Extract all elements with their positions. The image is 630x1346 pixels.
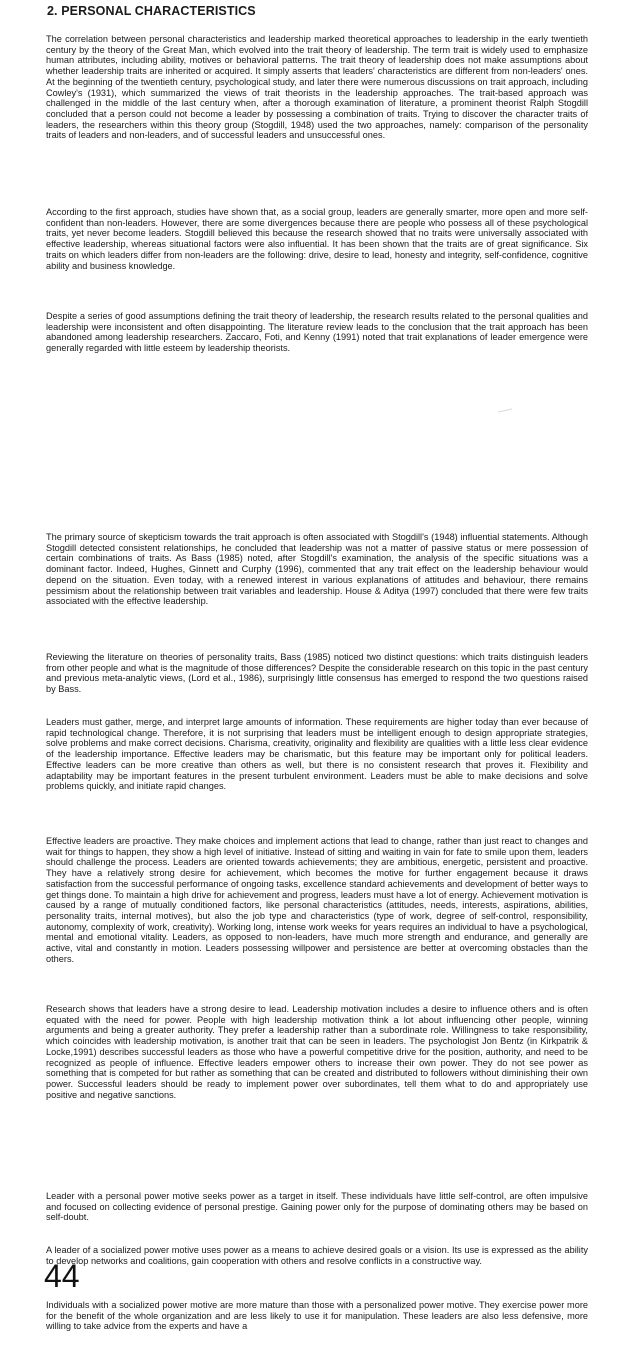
- paragraph-2: According to the first approach, studies have shown that, as a social group, leaders are generally smarter, more open and more self-confident than non-leaders. However, there are some divergences because there are people who possess all of these psychological traits, yet never become leaders. Stogdill believed this because the research showed that no traits were universally associated with effective leadership, whereas situational factors were also influential. It has been shown that the traits are of great significance. Six traits on which leaders differ from non-leaders are the following: drive, desire to lead, honesty and integrity, self-confidence, cognitive ability and business knowledge.: [46, 207, 588, 271]
- paragraph-5: Reviewing the literature on theories of personality traits, Bass (1985) noticed two distinct questions: which traits distinguish leaders from other people and what is the magnitude of those differences? Despite the considerable research on this topic in the past century and previous meta-analytic views, (Lord et al., 1986), surprisingly little consensus has emerged to respond the two questions raised by Bass.: [46, 652, 588, 695]
- paragraph-6: Leaders must gather, merge, and interpret large amounts of information. These requirements are higher today than ever because of rapid technological change. Therefore, it is not surprising that leaders must be intelligent enough to design appropriate strategies, solve problems and make correct decisions. Charisma, creativity, originality and flexibility are qualities with a little less clear evidence of the leadership importance. Effective leaders may be charismatic, but this feature may be important only for political leaders. Effective leaders can be more creative than others as well, but there is no consistent research that proves it. Flexibility and adaptability may be important features in the present turbulent environment. Leaders must be able to make decisions and solve problems quickly, and initiate rapid changes.: [46, 717, 588, 792]
- paragraph-7: Effective leaders are proactive. They make choices and implement actions that lead to change, rather than just react to changes and wait for things to happen, they show a high level of initiative. Instead of sitting and waiting in vain for fate to smile upon them, leaders should challenge the process. Leaders are oriented towards achievements; they are ambitious, energetic, persistent and proactive. They have a relatively strong desire for achievement, which becomes the motive for further engagement because it draws satisfaction from the successful performance of ongoing tasks, excellence standard achievements and development of better ways to get things done. To maintain a high drive for achievement and progress, leaders must have a lot of energy. Achievement motivation is caused by a range of mutually conditioned factors, like personal characteristics (attitudes, needs, interests, aspirations, abilities, personality traits, internal motives), but also the job type and characteristics (type of work, degree of self-control, responsibility, autonomy, complexity of work, creativity). Working long, intense work weeks for years requires an individual to have a psychological, mental and emotional vitality. Leaders, as opposed to non-leaders, have much more strength and endurance, and generally are active, vital and constantly in motion. Leaders possessing willpower and persistence are better at overcoming obstacles than the others.: [46, 836, 588, 964]
- paragraph-4: The primary source of skepticism towards the trait approach is often associated with Stogdill's (1948) influential statements. Although Stogdill detected consistent relationships, he concluded that leadership was not a matter of passive status or mere possession of certain combinations of traits. As Bass (1985) noted, after Stogdill's examination, the analysis of the specific situations was a dominant factor. Indeed, Hughes, Ginnett and Curphy (1996), commented that any trait effect on the leadership behaviour would depend on the situation. Even today, with a renewed interest in various explanations of attitudes and behaviour, there remains pessimism about the relationship between trait variables and leadership. House & Aditya (1997) concluded that there were few traits associated with the effective leadership.: [46, 532, 588, 607]
- page-number: 44: [44, 1258, 80, 1294]
- paragraph-3: Despite a series of good assumptions defining the trait theory of leadership, the research results related to the personal qualities and leadership were inconsistent and often disappointing. The literature review leads to the conclusion that the trait approach has been abandoned among leadership researchers. Zaccaro, Foti, and Kenny (1991) noted that trait explanations of leader emergence were generally regarded with little esteem by leadership theorists.: [46, 311, 588, 354]
- paragraph-10: A leader of a socialized power motive uses power as a means to achieve desired goals or a vision. Its use is expressed as the ability to develop networks and coalitions, gain cooperation with others and resolve conflicts in a constructive way.: [46, 1245, 588, 1266]
- paragraph-11: Individuals with a socialized power motive are more mature than those with a personalized power motive. They exercise power more for the benefit of the whole organization and are less likely to use it for manipulation. These leaders are also less defensive, more willing to take advice from the experts and have a: [46, 1300, 588, 1332]
- paragraph-1: The correlation between personal characteristics and leadership marked theoretical approaches to leadership in the early twentieth century by the theory of the Great Man, which evolved into the trait theory of leadership. The term trait is widely used to emphasize human attributes, including ability, motives or behavioral patterns. The trait theory of leadership does not make assumptions about whether leadership traits are inherited or acquired. It simply asserts that leaders' characteristics are different from non-leaders' ones. At the beginning of the twentieth century, psychological study, and later there were numerous discussions on trait approach, including Cowley's (1931), which summarized the views of trait theorists in the leadership approaches. The trait-based approach was challenged in the middle of the last century when, after a thorough examination of literature, a prominent theorist Ralph Stogdill concluded that a person could not become a leader by possessing a combination of traits. Trying to discover the character traits of leaders, the researchers within this theory group (Stogdill, 1948) used the two approaches, namely: comparison of the personality traits of leaders and non-leaders, and of successful leaders and unsuccessful ones.: [46, 34, 588, 141]
- paragraph-9: Leader with a personal power motive seeks power as a target in itself. These individuals have little self-control, are often impulsive and focused on collecting evidence of personal prestige. Gaining power only for the purpose of dominating others may be based on self-doubt.: [46, 1191, 588, 1223]
- scan-mark: [498, 409, 512, 413]
- section-heading: 2. PERSONAL CHARACTERISTICS: [47, 4, 256, 18]
- paragraph-8: Research shows that leaders have a strong desire to lead. Leadership motivation includes a desire to influence others and is often equated with the need for power. People with high leadership motivation think a lot about influencing other people, winning arguments and being a greater authority. They prefer a leadership rather than a subordinate role. Willingness to take responsibility, which coincides with leadership motivation, is another trait that can be seen in leaders. The psychologist Jon Bentz (in Kirkpatrik & Locke,1991) describes successful leaders as those who have a powerful competitive drive for the position, authority, and need to be recognized as people of influence. Effective leaders empower others to increase their own power. They do not see power as something that is competed for but rather as something that can be created and distributed to followers without diminishing their own power. Successful leaders should be ready to implement power over subordinates, tell them what to do and appropriately use positive and negative sanctions.: [46, 1004, 588, 1100]
